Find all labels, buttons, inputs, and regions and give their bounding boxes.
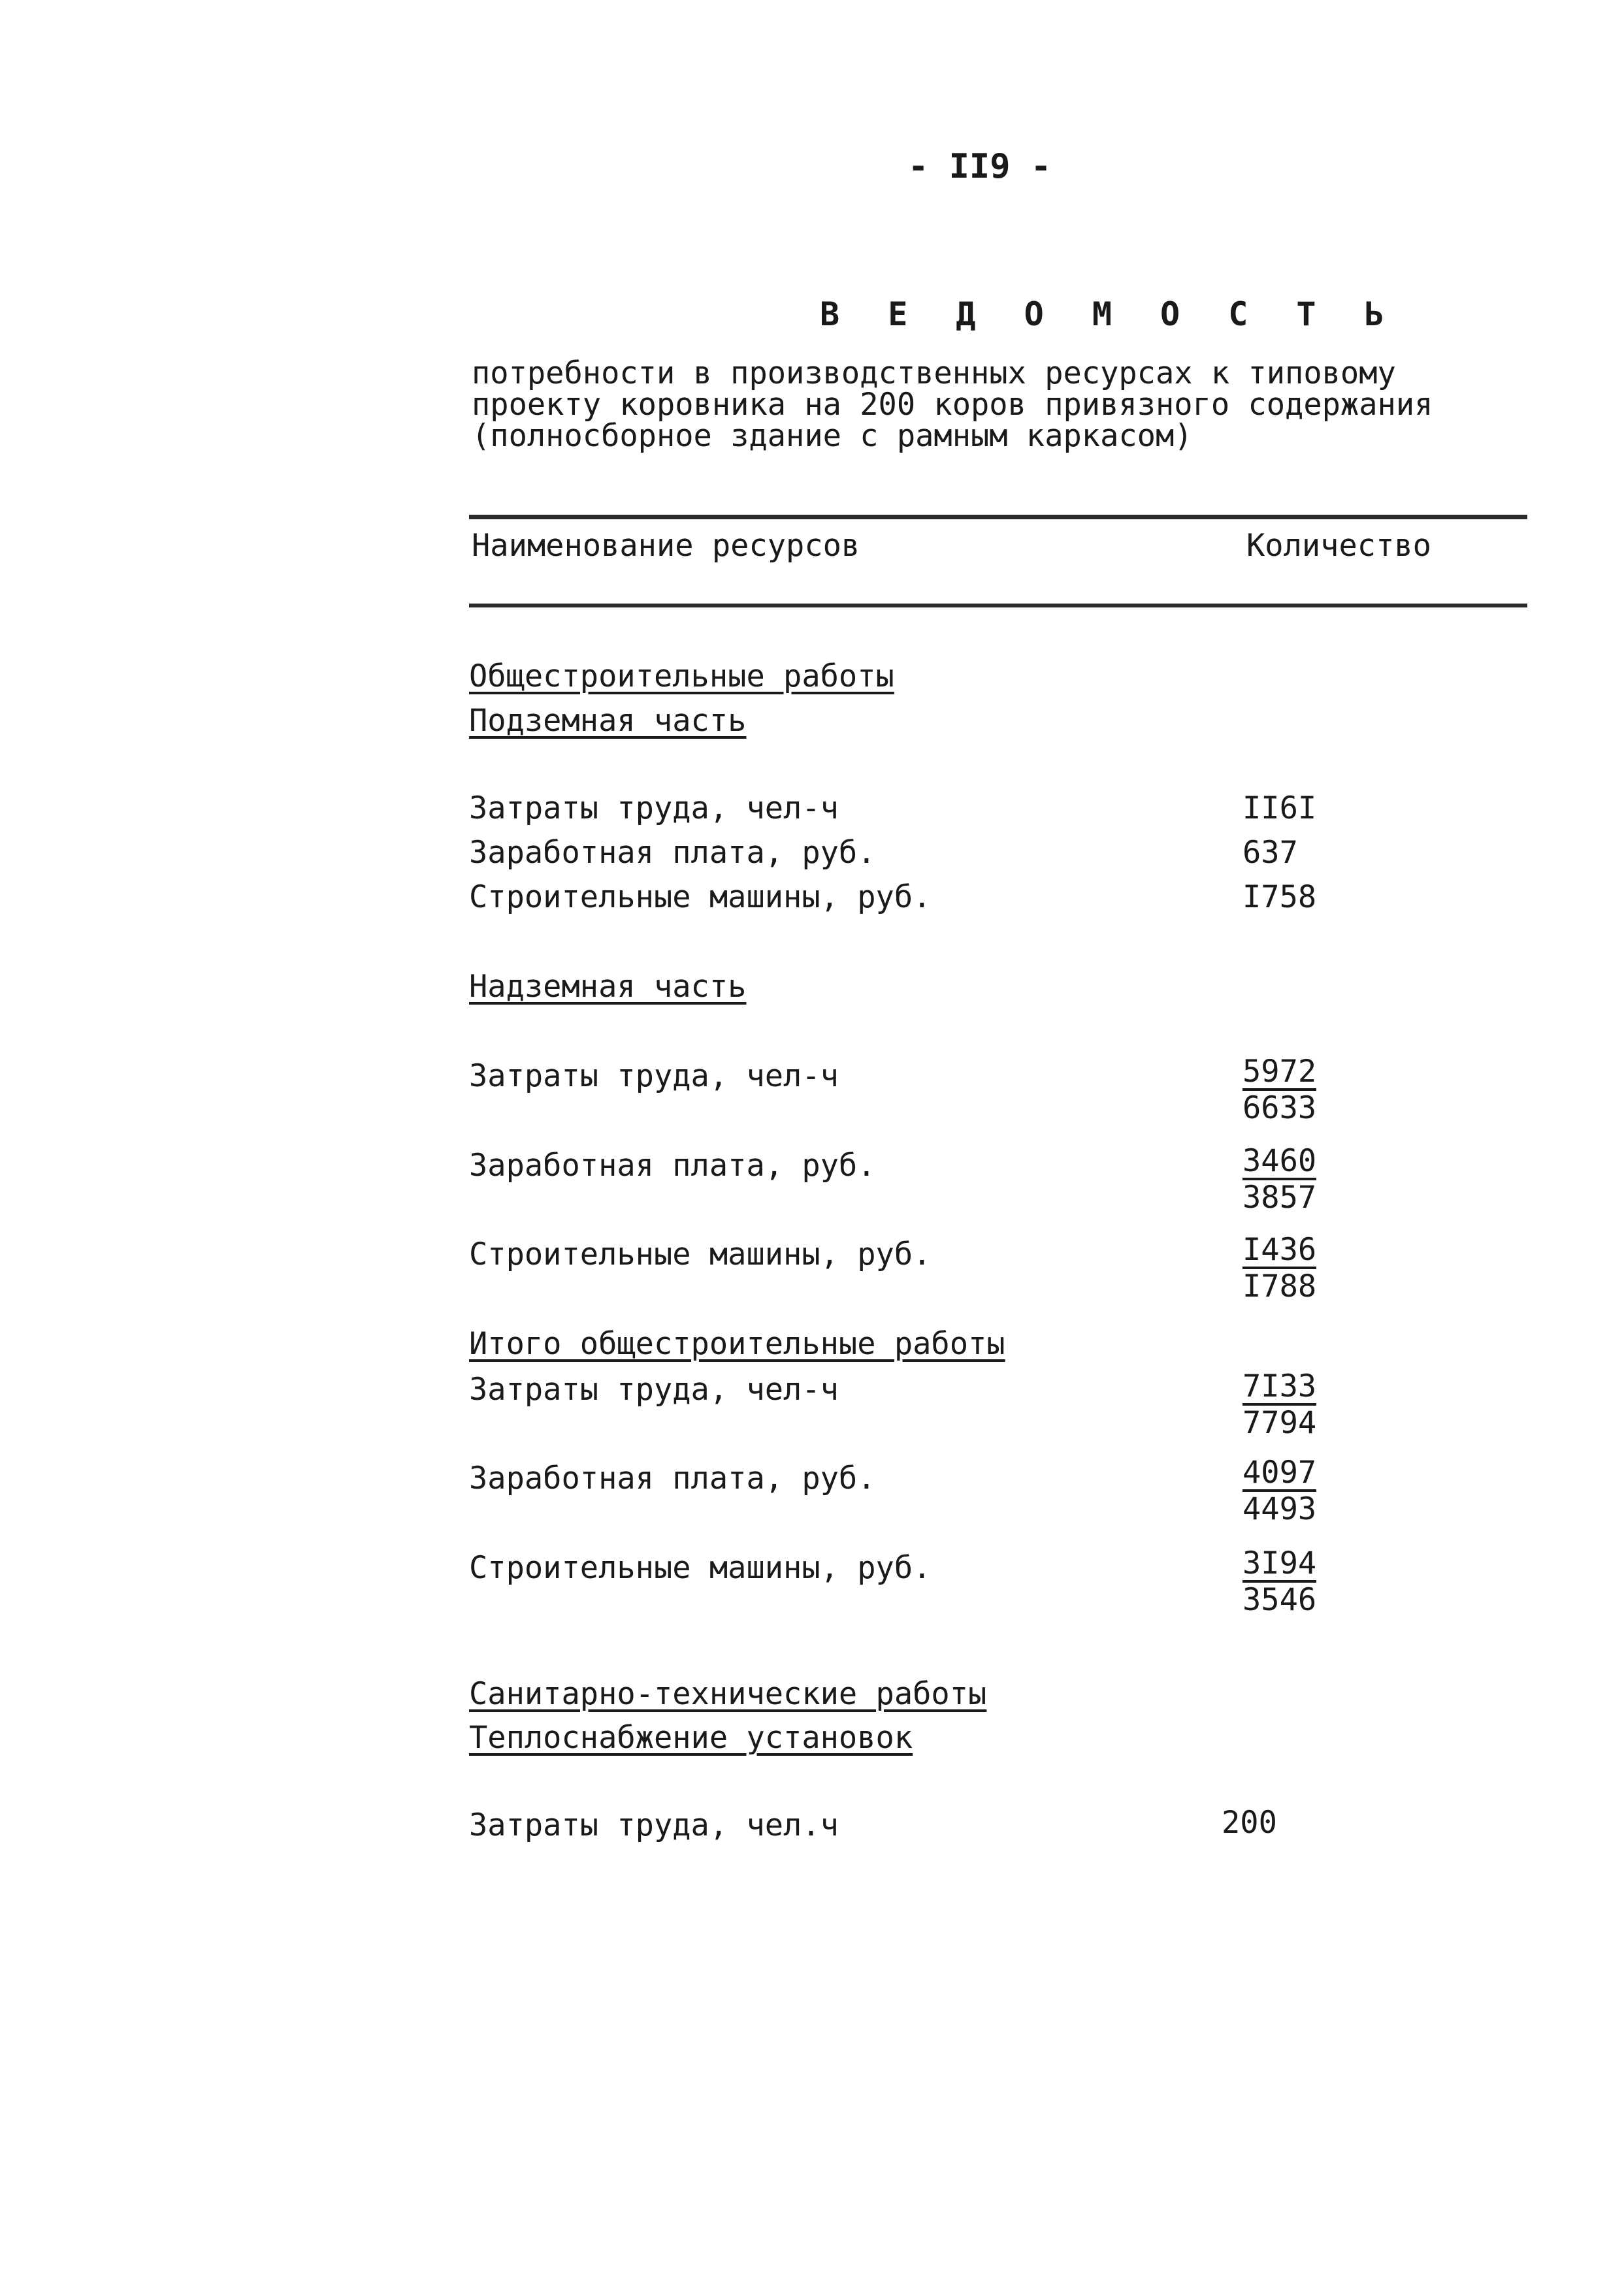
subtitle-line: (полносборное здание с рамным каркасом)	[472, 418, 1193, 454]
section-heading-aboveground: Надземная часть	[469, 969, 747, 1005]
row-label: Затраты труда, чел-ч	[469, 1058, 839, 1094]
fraction-numerator: I436	[1242, 1232, 1317, 1268]
row-value-fraction	[1242, 1546, 1316, 1618]
row-value: II6I	[1242, 790, 1317, 826]
fraction-denominator: 3546	[1242, 1582, 1317, 1618]
page-number: - II9 -	[908, 147, 1052, 186]
fraction-numerator: 3460	[1242, 1143, 1317, 1179]
fraction-numerator: 7I33	[1242, 1368, 1317, 1404]
column-header-name: Наименование ресурсов	[472, 528, 860, 564]
row-label: Затраты труда, чел.ч	[469, 1807, 839, 1843]
fraction-denominator: I788	[1242, 1268, 1317, 1304]
section-heading-general: Общестроительные работы	[469, 658, 894, 694]
fraction-denominator: 7794	[1242, 1405, 1317, 1441]
section-heading-sanitary: Санитарно-технические работы	[469, 1676, 987, 1712]
subtitle-line: потребности в производственных ресурсах к типовому	[472, 355, 1396, 391]
row-label: Затраты труда, чел-ч	[469, 790, 839, 826]
fraction-numerator: 4097	[1242, 1455, 1317, 1491]
column-header-quantity: Количество	[1246, 528, 1431, 564]
row-label: Строительные машины, руб.	[469, 1236, 932, 1272]
row-label: Строительные машины, руб.	[469, 879, 932, 915]
table-header-rule	[469, 604, 1527, 607]
fraction-denominator: 3857	[1242, 1180, 1317, 1216]
row-label: Строительные машины, руб.	[469, 1550, 932, 1586]
fraction-numerator: 3I94	[1242, 1545, 1317, 1581]
row-value-fraction	[1242, 1144, 1316, 1216]
row-value: 200	[1222, 1805, 1277, 1841]
section-heading-underground: Подземная часть	[469, 703, 747, 739]
row-label: Заработная плата, руб.	[469, 835, 876, 871]
fraction-denominator: 6633	[1242, 1090, 1317, 1126]
section-heading-heating: Теплоснабжение установок	[469, 1720, 913, 1756]
section-heading-total: Итого общестроительные работы	[469, 1326, 1005, 1362]
document-title: В Е Д О М О С Т Ь	[820, 295, 1399, 333]
fraction-denominator: 4493	[1242, 1491, 1317, 1527]
subtitle-line: проекту коровника на 200 коров привязного содержания	[472, 387, 1433, 423]
row-value: 637	[1242, 835, 1298, 871]
row-value: I758	[1242, 879, 1317, 915]
row-label: Заработная плата, руб.	[469, 1461, 876, 1496]
fraction-numerator: 5972	[1242, 1054, 1317, 1090]
row-value-fraction	[1242, 1054, 1316, 1126]
row-value-fraction	[1242, 1233, 1316, 1304]
row-label: Затраты труда, чел-ч	[469, 1372, 839, 1408]
row-value-fraction	[1242, 1455, 1316, 1527]
row-value-fraction	[1242, 1369, 1316, 1441]
document-subtitle	[472, 355, 1433, 454]
row-label: Заработная плата, руб.	[469, 1148, 876, 1184]
table-top-rule	[469, 515, 1527, 519]
